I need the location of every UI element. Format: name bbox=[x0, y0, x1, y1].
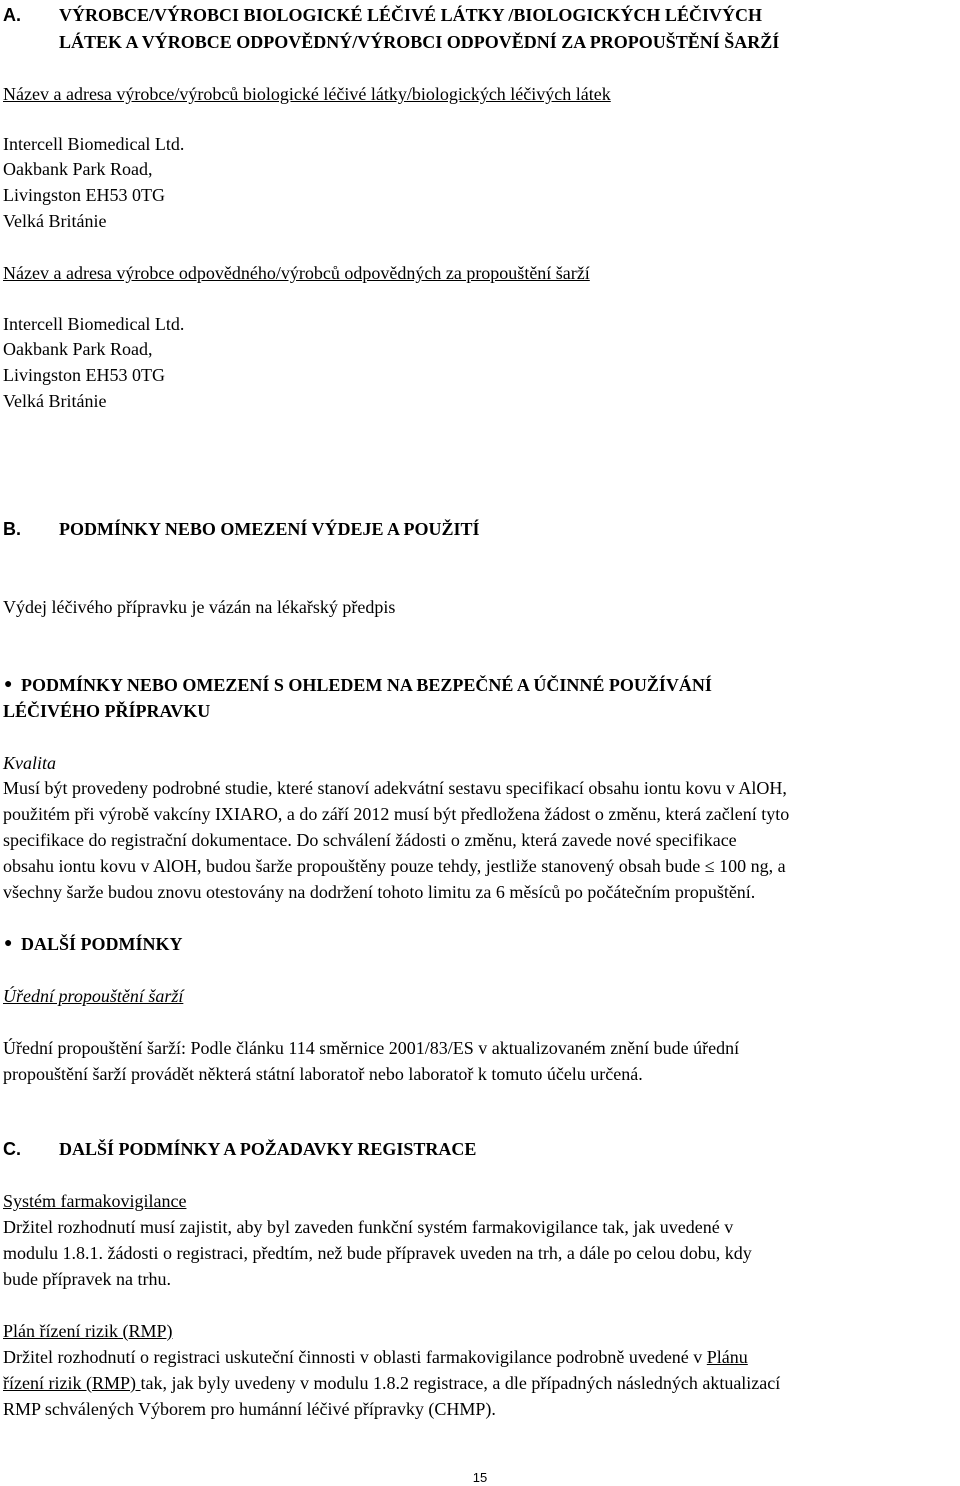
other-conditions-heading: DALŠÍ PODMÍNKY bbox=[21, 934, 183, 954]
rmp-line2 bbox=[3, 1372, 780, 1394]
section-a-letter: A. bbox=[3, 5, 21, 25]
prescription-statement: Výdej léčivého přípravku je vázán na lékařský předpis bbox=[3, 597, 396, 617]
pharmacovigilance-line3: bude přípravek na trhu. bbox=[3, 1269, 171, 1289]
quality-line1: Musí být provedeny podrobné studie, které stanoví adekvátní sestavu specifikací obsahu iontu kovu v AlOH, bbox=[3, 778, 787, 798]
quality-line2: použitém při výrobě vakcíny IXIARO, a do září 2012 musí být předložena žádost o změnu, která začlení tyto bbox=[3, 804, 790, 824]
batch-release-manufacturer-heading: Název a adresa výrobce odpovědného/výrobců odpovědných za propouštění šarží bbox=[3, 263, 590, 283]
quality-label: Kvalita bbox=[3, 753, 56, 773]
section-a-title-line2: LÁTEK A VÝROBCE ODPOVĚDNÝ/VÝROBCI ODPOVĚDNÍ ZA PROPOUŠTĚNÍ ŠARŽÍ bbox=[59, 32, 780, 52]
rmp-link-part1[interactable]: Plánu bbox=[706, 1347, 748, 1367]
official-batch-release-line2: propouštění šarží provádět některá státní laboratoř nebo laboratoř k tomuto účelu určená. bbox=[3, 1064, 643, 1084]
section-a-title-line1: VÝROBCE/VÝROBCI BIOLOGICKÉ LÉČIVÉ LÁTKY /BIOLOGICKÝCH LÉČIVÝCH bbox=[59, 5, 762, 25]
section-c-title: DALŠÍ PODMÍNKY A POŽADAVKY REGISTRACE bbox=[59, 1139, 477, 1159]
quality-line3: specifikace do registrační dokumentace. Do schválení žádosti o změnu, která zavede nové specifikace bbox=[3, 830, 737, 850]
substance-manufacturer-heading: Název a adresa výrobce/výrobců biologické léčivé látky/biologických léčivých látek bbox=[3, 84, 611, 104]
rmp-line2-text: tak, jak byly uvedeny v modulu 1.8.2 registrace, a dle případných následných aktualizací bbox=[140, 1373, 781, 1393]
safe-use-conditions-heading-line1: PODMÍNKY NEBO OMEZENÍ S OHLEDEM NA BEZPEČNÉ A ÚČINNÉ POUŽÍVÁNÍ bbox=[21, 675, 712, 695]
quality-line4-text-a: obsahu iontu kovu v AlOH, budou šarže propouštěny pouze tehdy, jestliže stanovený obsah bude bbox=[3, 856, 705, 876]
quality-line4-text-b: 100 ng, a bbox=[714, 856, 786, 876]
address2-line1: Intercell Biomedical Ltd. bbox=[3, 314, 185, 334]
quality-line5: všechny šarže budou znovu otestovány na dodržení tohoto limitu za 6 měsíců po počátečním propuštění. bbox=[3, 882, 756, 902]
official-batch-release-label: Úřední propouštění šarží bbox=[3, 986, 184, 1006]
pharmacovigilance-label: Systém farmakovigilance bbox=[3, 1191, 187, 1211]
section-c-letter: C. bbox=[3, 1139, 21, 1159]
rmp-link-part2[interactable]: řízení rizik (RMP) bbox=[3, 1373, 141, 1393]
less-equal-symbol: ≤ bbox=[704, 856, 715, 876]
address1-line2: Oakbank Park Road, bbox=[3, 159, 153, 179]
rmp-label: Plán řízení rizik (RMP) bbox=[3, 1321, 173, 1341]
safe-use-conditions-heading-line2: LÉČIVÉHO PŘÍPRAVKU bbox=[3, 701, 211, 721]
section-b-letter: B. bbox=[3, 519, 21, 539]
rmp-line1 bbox=[3, 1346, 748, 1368]
page-number: 15 bbox=[472, 1470, 488, 1485]
address2-line4: Velká Británie bbox=[3, 391, 107, 411]
bullet-dot-icon: ● bbox=[4, 677, 13, 692]
official-batch-release-line1: Úřední propouštění šarží: Podle článku 114 směrnice 2001/83/ES v aktualizovaném znění bude úřední bbox=[3, 1038, 740, 1058]
address1-line1: Intercell Biomedical Ltd. bbox=[3, 134, 185, 154]
pharmacovigilance-line1: Držitel rozhodnutí musí zajistit, aby byl zaveden funkční systém farmakovigilance tak, jak uvedené v bbox=[3, 1217, 734, 1237]
address1-line4: Velká Británie bbox=[3, 211, 107, 231]
address2-line2: Oakbank Park Road, bbox=[3, 339, 153, 359]
pharmacovigilance-line2: modulu 1.8.1. žádosti o registraci, předtím, než bude přípravek uveden na trh, a dále po celou dobu, kdy bbox=[3, 1243, 752, 1263]
address1-line3: Livingston EH53 0TG bbox=[3, 185, 165, 205]
rmp-line1-text: Držitel rozhodnutí o registraci uskuteční činnosti v oblasti farmakovigilance podrobně uvedené v bbox=[3, 1347, 707, 1367]
bullet-dot-icon: ● bbox=[4, 936, 13, 951]
rmp-line3: RMP schválených Výborem pro humánní léčivé přípravky (CHMP). bbox=[3, 1399, 496, 1419]
quality-line4 bbox=[3, 855, 786, 877]
section-b-title: PODMÍNKY NEBO OMEZENÍ VÝDEJE A POUŽITÍ bbox=[59, 519, 480, 539]
address2-line3: Livingston EH53 0TG bbox=[3, 365, 165, 385]
